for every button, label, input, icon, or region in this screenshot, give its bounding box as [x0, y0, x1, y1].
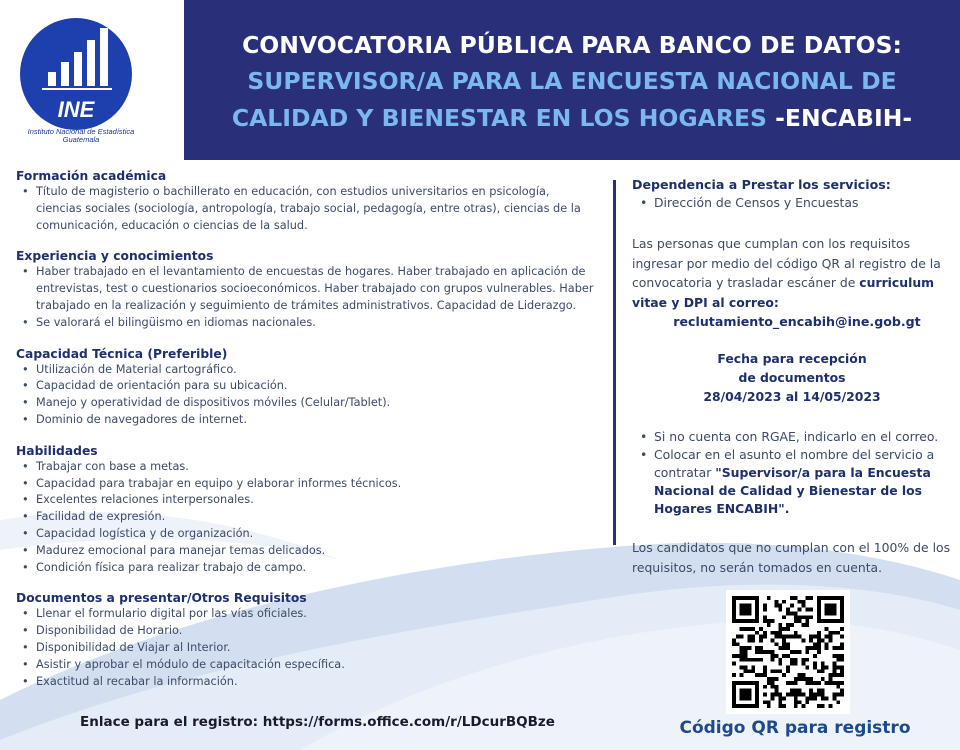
qr-label: Código QR para registro: [679, 718, 911, 738]
list-item: • Título de magisterio o bachillerato en educación, con estudios universitarios en psicología, ciencias sociales (sociología, antropología, trabajo social, pedagogía, entre otras), ciencias de la comunicación, educación o ciencias de la salud.: [16, 184, 596, 234]
list-item: • Capacidad de orientación para su ubicación.: [16, 378, 596, 395]
list-item: • Condición física para realizar trabajo de campo.: [16, 560, 596, 577]
list-item: • Disponibilidad de Horario.: [16, 623, 596, 640]
section-title: Habilidades: [16, 443, 98, 458]
section-title: Formación académica: [16, 169, 167, 183]
section-title: Experiencia y conocimientos: [16, 249, 214, 264]
logo-caption: Instituto Nacional de Estadística Guatemala: [27, 127, 135, 144]
qr-code-icon: [732, 596, 844, 708]
list-item: • Utilización de Material cartográfico.: [16, 362, 596, 379]
list-item: • Facilidad de expresión.: [16, 509, 596, 526]
list-item: • Capacidad logística y de organización.: [16, 526, 596, 543]
note-subject: • Colocar en el asunto el nombre del servicio a contratar "Supervisor/a para la Encuesta Nacional de Calidad y Bienestar de los Hogares ENCABIH".: [632, 446, 952, 518]
list-item: • Exactitud al recabar la información.: [16, 674, 596, 691]
header-title-line3: CALIDAD Y BIENESTAR EN LOS HOGARES -ENCABIH-: [231, 104, 913, 132]
list-item: • Excelentes relaciones interpersonales.: [16, 492, 596, 509]
list-item: • Disponibilidad de Viajar al Interior.: [16, 640, 596, 657]
note-rgae: • Si no cuenta con RGAE, indicarlo en el correo.: [632, 428, 952, 446]
list-item: • Manejo y operatividad de dispositivos móviles (Celular/Tablet).: [16, 395, 596, 412]
section-experiencia: [16, 248, 596, 331]
header-banner: [184, 0, 960, 160]
section-habilidades: [16, 443, 596, 577]
section-title: Documentos a presentar/Otros Requisitos: [16, 591, 307, 606]
header-title-line2: SUPERVISOR/A PARA LA ENCUESTA NACIONAL DE: [247, 67, 897, 95]
list-item: • Llenar el formulario digital por las vías oficiales.: [16, 606, 596, 623]
instructions-text: Las personas que cumplan con los requisitos ingresar por medio del código QR al registro de la convocatoria y trasladar escáner de curriculum vitae y DPI al correo:: [632, 236, 941, 310]
section-formacion: [16, 168, 596, 234]
registration-qr-code[interactable]: [726, 590, 850, 714]
registration-link[interactable]: Enlace para el registro: https://forms.office.com/r/LDcurBQBze: [80, 714, 555, 730]
disclaimer-text: Los candidatos que no cumplan con el 100% de los requisitos, no serán tomados en cuenta.: [632, 540, 951, 575]
list-item: • Dominio de navegadores de internet.: [16, 412, 596, 429]
section-title: Capacidad Técnica (Preferible): [16, 346, 228, 361]
dependencia-item: • Dirección de Censos y Encuestas: [632, 194, 952, 212]
reception-dates: Fecha para recepción de documentos 28/04/2023 al 14/05/2023: [703, 351, 881, 404]
column-divider: [613, 180, 616, 545]
application-info-column: [632, 176, 952, 577]
requirements-column: [16, 168, 596, 704]
list-item: • Haber trabajado en el levantamiento de encuestas de hogares. Haber trabajado en aplicación de entrevistas, test o cuestionarios socioeconómicos. Haber trabajado con grupos vulnerables. Haber trabajado en la realización y seguimiento de trámites administrativos. Capacidad de Liderazgo.: [16, 264, 596, 314]
list-item: • Capacidad para trabajar en equipo y elaborar informes técnicos.: [16, 476, 596, 493]
contact-email[interactable]: reclutamiento_encabih@ine.gob.gt: [673, 314, 921, 329]
logo-acronym: INE: [57, 97, 95, 122]
list-item: • Asistir y aprobar el módulo de capacitación específica.: [16, 657, 596, 674]
section-documentos: [16, 590, 596, 690]
list-item: • Madurez emocional para manejar temas delicados.: [16, 543, 596, 560]
section-capacidad-tecnica: [16, 346, 596, 429]
list-item: • Se valorará el bilingüismo en idiomas nacionales.: [16, 315, 596, 332]
dependencia-title: Dependencia a Prestar los servicios:: [632, 177, 891, 192]
list-item: • Trabajar con base a metas.: [16, 459, 596, 476]
header-title-line1: CONVOCATORIA PÚBLICA PARA BANCO DE DATOS:: [242, 31, 902, 59]
